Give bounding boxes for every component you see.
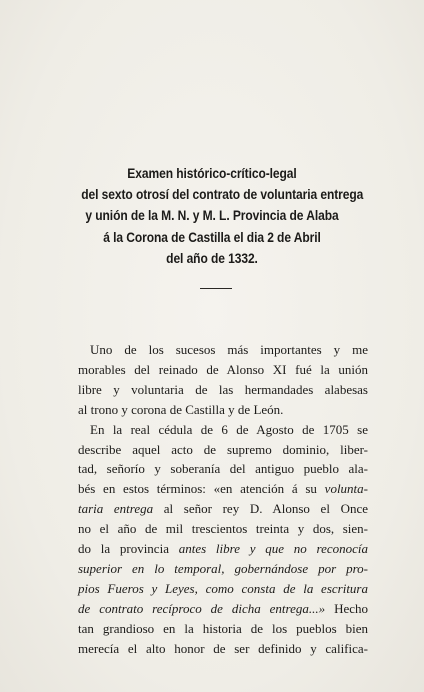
italic-run: pios Fueros y Leyes, como consta de la escritura bbox=[78, 580, 368, 596]
body-paragraphs bbox=[78, 340, 368, 659]
title-divider-rule bbox=[200, 288, 232, 289]
title-line: del sexto otrosí del contrato de voluntaria entrega bbox=[81, 186, 364, 203]
text-run: no el año de mil trescientos treinta y dos, sien- bbox=[78, 521, 368, 537]
text-run: tad, señorío y soberanía del antiguo pueblo ala- bbox=[78, 461, 368, 477]
text-line bbox=[78, 459, 368, 479]
italic-run: antes libre y que no reconocía bbox=[178, 541, 368, 557]
text-line bbox=[78, 499, 368, 519]
text-line bbox=[78, 619, 368, 639]
title-line: del año de 1332. bbox=[166, 249, 258, 266]
italic-run: volunta- bbox=[324, 481, 368, 497]
chapter-title bbox=[81, 163, 364, 269]
title-line: á la Corona de Castilla el dia 2 de Abril bbox=[103, 228, 321, 245]
title-line: Examen histórico-crítico-legal bbox=[127, 165, 297, 181]
text-line bbox=[78, 639, 368, 659]
text-line bbox=[78, 559, 368, 579]
italic-run: superior en lo temporal, gobernándose por pro- bbox=[78, 560, 368, 576]
text-run: libre y voluntaria de las hermandades alabesas bbox=[78, 381, 368, 397]
text-line bbox=[78, 479, 368, 499]
text-line bbox=[78, 360, 368, 380]
text-run: merecía el alto honor de ser definido y califica- bbox=[78, 640, 368, 656]
text-line bbox=[78, 579, 368, 599]
text-line bbox=[78, 400, 368, 420]
text-run: Hecho bbox=[325, 600, 368, 616]
text-run: En la real cédula de 6 de Agosto de 1705 se bbox=[90, 421, 368, 437]
text-line bbox=[78, 440, 368, 460]
text-run: morables del reinado de Alonso XI fué la unión bbox=[78, 361, 368, 377]
text-run: Uno de los sucesos más importantes y me bbox=[90, 342, 368, 357]
italic-run: de contrato recíproco de dicha entrega...» bbox=[78, 600, 326, 616]
text-run: al trono y corona de Castilla y de León. bbox=[78, 401, 284, 417]
italic-run: taria entrega bbox=[78, 501, 154, 517]
text-line bbox=[78, 340, 368, 360]
text-run: bés en estos términos: «en atención á su bbox=[78, 481, 325, 497]
text-line bbox=[78, 599, 368, 619]
text-run: describe aquel acto de supremo dominio, liber- bbox=[78, 441, 368, 457]
title-line: y unión de la M. N. y M. L. Provincia de Alaba bbox=[85, 207, 339, 224]
text-line bbox=[78, 380, 368, 400]
text-line bbox=[78, 539, 368, 559]
text-line bbox=[78, 519, 368, 539]
text-line bbox=[78, 420, 368, 440]
text-run: do la provincia bbox=[78, 541, 179, 557]
text-run: al señor rey D. Alonso el Once bbox=[153, 501, 369, 517]
text-run: tan grandioso en la historia de los pueblos bien bbox=[78, 620, 368, 636]
